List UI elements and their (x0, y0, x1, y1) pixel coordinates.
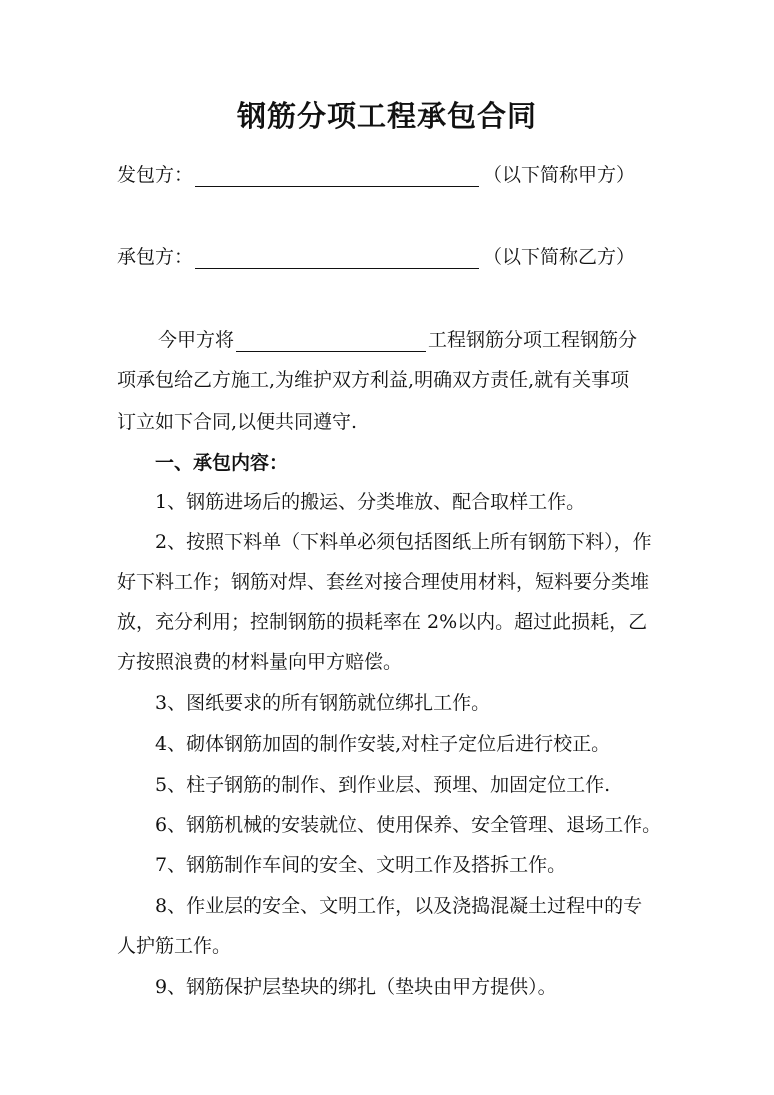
intro-line-1 (158, 328, 637, 352)
clause-8-line-1: 8、作业层的安全、文明工作，以及浇捣混凝土过程中的专 (155, 895, 643, 917)
clause-2-line-3: 放，充分利用；控制钢筋的损耗率在 2%以内。超过此损耗，乙 (117, 611, 648, 633)
intro-prefix: 今甲方将 (158, 329, 235, 351)
document-title: 钢筋分项工程承包合同 (236, 99, 537, 133)
section-heading: 一、承包内容： (155, 452, 289, 474)
intro-suffix: 工程钢筋分项工程钢筋分 (428, 329, 638, 351)
clause-2-line-1: 2、按照下料单（下料单必须包括图纸上所有钢筋下料），作 (155, 531, 652, 553)
clause-9: 9、钢筋保护层垫块的绑扎（垫块由甲方提供）。 (155, 976, 557, 998)
clause-2-line-2: 好下料工作；钢筋对焊、套丝对接合理使用材料，短料要分类堆 (117, 571, 650, 593)
contractor-label: 承包方： (117, 246, 194, 268)
clause-6: 6、钢筋机械的安装就位、使用保养、安全管理、退场工作。 (155, 814, 662, 836)
contractor-suffix: （以下简称乙方） (483, 246, 636, 268)
issuer-blank (195, 164, 479, 187)
issuer-suffix: （以下简称甲方） (483, 164, 636, 186)
intro-line-3: 订立如下合同,以便共同遵守. (117, 411, 358, 433)
clause-1: 1、钢筋进场后的搬运、分类堆放、配合取样工作。 (155, 491, 586, 513)
project-name-blank (236, 331, 426, 352)
clause-7: 7、钢筋制作车间的安全、文明工作及搭拆工作。 (155, 854, 567, 876)
contractor-line (117, 242, 635, 269)
issuer-label: 发包方： (117, 164, 194, 186)
contractor-blank (195, 246, 479, 269)
intro-line-2: 项承包给乙方施工,为维护双方利益,明确双方责任,就有关事项 (117, 369, 630, 391)
issuer-line (117, 160, 635, 187)
clause-2-line-4: 方按照浪费的材料量向甲方赔偿。 (117, 651, 403, 673)
clause-4: 4、砌体钢筋加固的制作安装,对柱子定位后进行校正。 (155, 733, 611, 755)
clause-5: 5、柱子钢筋的制作、到作业层、预埋、加固定位工作. (155, 774, 611, 796)
clause-8-line-2: 人护筋工作。 (117, 935, 232, 957)
clause-3: 3、图纸要求的所有钢筋就位绑扎工作。 (155, 692, 491, 714)
